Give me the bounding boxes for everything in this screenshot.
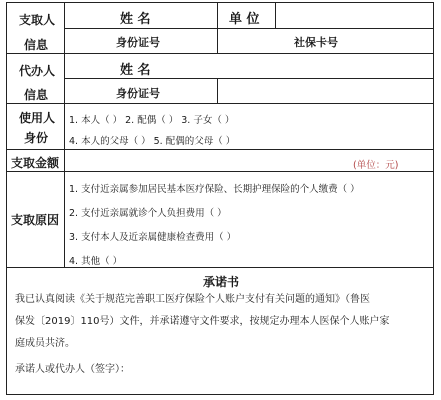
row-divider (64, 78, 433, 79)
agent-id-label: 身份证号 (116, 87, 160, 100)
reason-item-2: 2. 支付近亲属就诊个人负担费用（ ） (69, 208, 227, 219)
reason-label: 支取原因 (11, 213, 60, 227)
amount-label: 支取金额 (11, 156, 60, 170)
column-divider (64, 3, 65, 267)
commitment-line-1: 我已认真阅读《关于规范完善职工医疗保险个人账户支付有关问题的通知》（鲁医 (15, 294, 370, 305)
agent-label-line2: 信息 (24, 88, 49, 102)
row-divider (7, 53, 433, 54)
column-divider (275, 3, 276, 28)
applicant-label-line2: 信息 (24, 38, 49, 52)
reason-item-1: 1. 支付近亲属参加居民基本医疗保险、长期护理保险的个人缴费（ ） (69, 184, 360, 195)
user-options-row2: 4. 本人的父母（ ） 5. 配偶的父母（ ） (69, 136, 236, 147)
row-divider (7, 267, 433, 268)
row-divider (64, 28, 433, 29)
amount-unit-note: (单位：元) (353, 160, 399, 171)
user-options-row1: 1. 本人（ ） 2. 配偶（ ） 3. 子女（ ） (69, 115, 235, 126)
applicant-name-label: 姓 名 (120, 12, 151, 27)
applicant-id-label: 身份证号 (116, 36, 160, 49)
commitment-line-2: 保发〔2019〕110号）文件，并承诺遵守文件要求，按规定办理本人医保个人账户家 (15, 316, 390, 327)
row-divider (7, 103, 433, 104)
column-divider (217, 78, 218, 103)
row-divider (7, 171, 433, 172)
commitment-title: 承诺书 (203, 275, 240, 289)
applicant-label (19, 11, 55, 28)
reason-item-4: 4. 其他（ ） (69, 256, 123, 267)
applicant-ss-label: 社保卡号 (294, 36, 338, 49)
user-label-line1: 使用人 (19, 111, 56, 125)
column-divider (217, 28, 218, 53)
applicant-unit-label: 单 位 (229, 12, 260, 27)
user-label-line2: 身份 (24, 131, 49, 145)
reason-item-3: 3. 支付本人及近亲属健康检查费用（ ） (69, 232, 237, 243)
column-divider (217, 3, 218, 28)
applicant-label-line1: 支取人 (19, 13, 56, 27)
agent-name-label: 姓 名 (120, 63, 151, 78)
agent-label-line1: 代办人 (19, 64, 56, 78)
row-divider (7, 149, 433, 150)
commitment-line-3: 庭成员共济。 (15, 338, 75, 349)
signature-label: 承诺人或代办人（签字）： (15, 364, 130, 375)
withdrawal-form (6, 2, 434, 395)
